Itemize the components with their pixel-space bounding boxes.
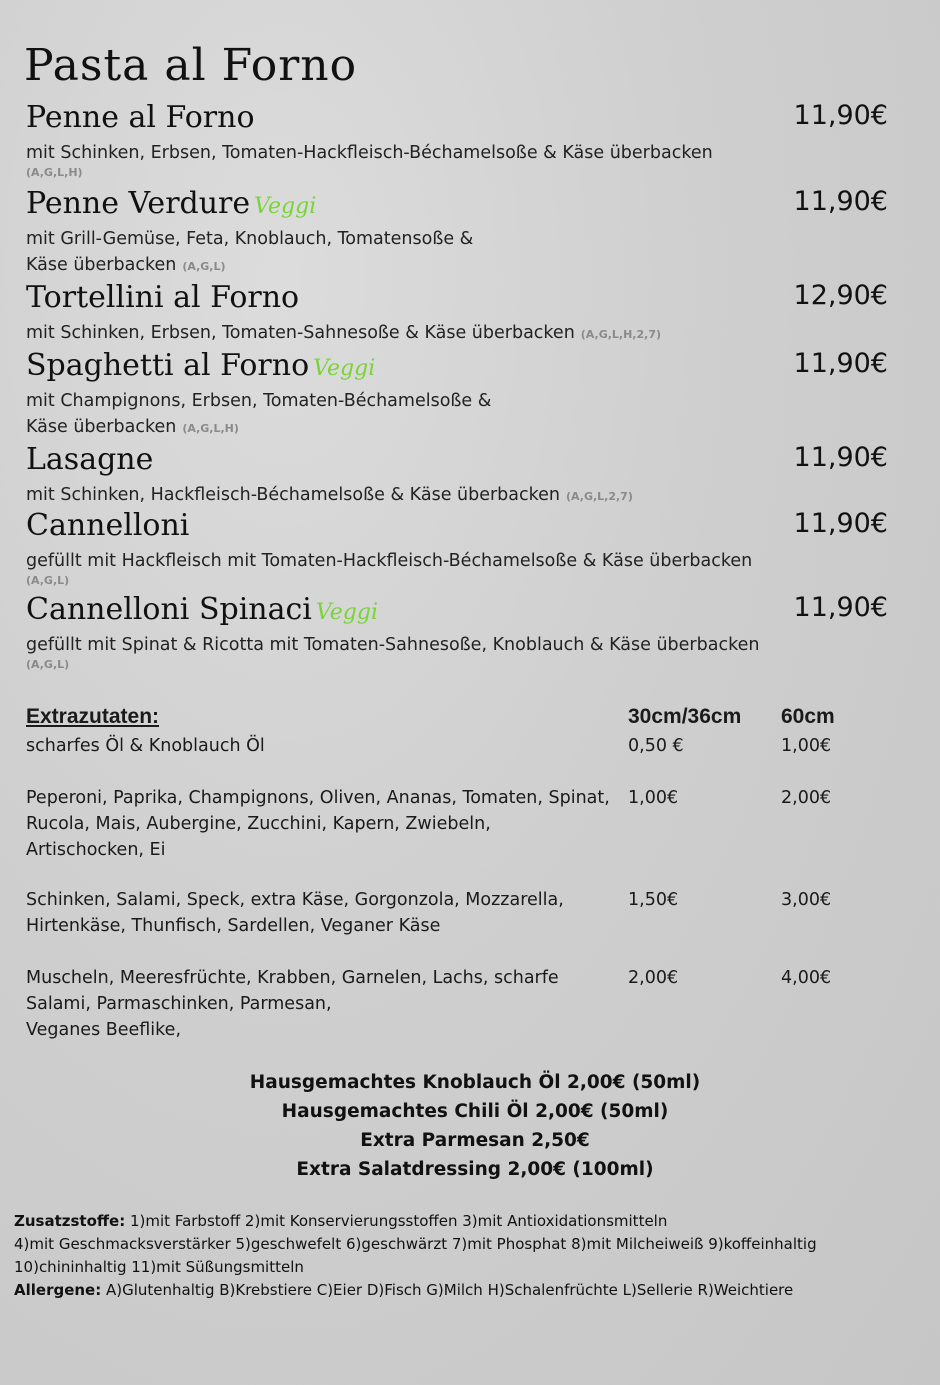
allergen-codes: (A,G,L,2,7): [566, 490, 633, 503]
menu-item-header: [26, 280, 888, 320]
menu-item-name-text: Spaghetti al Forno: [26, 348, 310, 383]
description-text: mit Champignons, Erbsen, Tomaten-Béchamelsoße &: [26, 391, 492, 411]
menu-item: [26, 280, 888, 348]
menu-item-price: 12,90€: [793, 280, 888, 311]
extras-price-small: 2,00€: [628, 968, 679, 988]
menu-item-header: [26, 442, 888, 482]
menu-item-name: [26, 348, 375, 383]
legal-footer: [14, 1210, 924, 1302]
menu-item-name: Lasagne: [26, 442, 154, 477]
menu-item-price: 11,90€: [793, 348, 888, 379]
extras-title: Extrazutaten:: [26, 705, 160, 728]
allergens-line: [14, 1279, 924, 1302]
menu-item-name: Cannelloni: [26, 508, 190, 543]
extras-row-line: Artischocken, Ei: [26, 840, 166, 860]
menu-item-name: Tortellini al Forno: [26, 280, 300, 315]
menu-item-name: Penne al Forno: [26, 100, 255, 135]
menu-item-description: [26, 388, 888, 414]
menu-item-description: [26, 320, 888, 348]
extras-price-small: 1,00€: [628, 788, 679, 808]
extras-price-large: 1,00€: [781, 736, 832, 756]
menu-item-description: [26, 226, 888, 252]
special-item: Extra Salatdressing 2,00€ (100ml): [296, 1159, 654, 1180]
veggi-badge: Veggi: [254, 194, 317, 219]
menu-item-name-text: Penne Verdure: [26, 186, 251, 221]
extras-row-description: [26, 785, 616, 863]
allergen-codes: (A,G,L,H): [26, 166, 83, 179]
description-text: Käse überbacken: [26, 417, 177, 437]
allergens-text: A)Glutenhaltig B)Krebstiere C)Eier D)Fisch G)Milch H)Schalenfrüchte L)Sellerie R)Weichtiere: [101, 1281, 794, 1299]
menu-item: [26, 186, 888, 280]
menu-item-header: [26, 348, 888, 388]
menu-item-header: [26, 508, 888, 548]
extras-price-small: 1,50€: [628, 890, 679, 910]
description-text: mit Grill-Gemüse, Feta, Knoblauch, Tomatensoße &: [26, 229, 474, 249]
extras-row-line: Salami, Parmaschinken, Parmesan,: [26, 994, 332, 1014]
description-text: mit Schinken, Hackfleisch-Béchamelsoße & Käse überbacken: [26, 485, 561, 505]
menu-item-description: [26, 482, 888, 510]
additives-line: 4)mit Geschmacksverstärker 5)geschwefelt 6)geschwärzt 7)mit Phosphat 8)mit Milcheiweiß 9)koffeinhaltig: [14, 1235, 817, 1253]
extras-price-small: 0,50 €: [628, 736, 684, 756]
extras-row-line: Peperoni, Paprika, Champignons, Oliven, Ananas, Tomaten, Spinat,: [26, 788, 610, 808]
description-text: mit Schinken, Erbsen, Tomaten-Sahnesoße & Käse überbacken: [26, 323, 575, 343]
menu-item-header: [26, 592, 888, 632]
extras-row-description: [26, 733, 616, 759]
extras-col-small: 30cm/36cm: [628, 705, 742, 728]
specials: [0, 1068, 940, 1184]
allergen-codes: (A,G,L): [182, 260, 226, 273]
menu-item-name: [26, 186, 316, 221]
veggi-badge: Veggi: [313, 356, 376, 381]
menu-item-header: [26, 100, 888, 140]
extras-row-description: [26, 965, 616, 1043]
allergens-label: Allergene:: [14, 1281, 102, 1299]
extras-price-large: 4,00€: [781, 968, 832, 988]
allergen-codes: (A,G,L,H): [182, 422, 239, 435]
extras-price-large: 3,00€: [781, 890, 832, 910]
extras-row-line: scharfes Öl & Knoblauch Öl: [26, 736, 265, 756]
extras-row-line: Muscheln, Meeresfrüchte, Krabben, Garnelen, Lachs, scharfe: [26, 968, 559, 988]
description-text: mit Schinken, Erbsen, Tomaten-Hackfleisch-Béchamelsoße & Käse überbacken: [26, 143, 713, 163]
extras-col-large: 60cm: [781, 705, 835, 728]
additives-label: Zusatzstoffe:: [14, 1212, 126, 1230]
special-item: Hausgemachtes Knoblauch Öl 2,00€ (50ml): [249, 1072, 701, 1093]
extras-row-line: Veganes Beeflike,: [26, 1020, 182, 1040]
special-item: Hausgemachtes Chili Öl 2,00€ (50ml): [281, 1101, 669, 1122]
menu-item-description: [26, 252, 888, 280]
menu-item-description: [26, 140, 888, 166]
additives-text: 1)mit Farbstoff 2)mit Konservierungsstoffen 3)mit Antioxidationsmitteln: [125, 1212, 668, 1230]
menu-item: [26, 100, 888, 180]
menu-item-name: [26, 592, 378, 627]
menu-item-description: [26, 632, 888, 658]
menu-item: [26, 592, 888, 672]
menu-item-description: [26, 414, 888, 442]
extras-price-large: 2,00€: [781, 788, 832, 808]
menu-item: [26, 348, 888, 442]
extras-row-line: Rucola, Mais, Aubergine, Zucchini, Kapern, Zwiebeln,: [26, 814, 491, 834]
allergen-codes: (A,G,L,H,2,7): [580, 328, 661, 341]
description-text: gefüllt mit Spinat & Ricotta mit Tomaten-Sahnesoße, Knoblauch & Käse überbacken: [26, 635, 760, 655]
extras-section: [26, 705, 906, 1040]
description-text: Käse überbacken: [26, 255, 177, 275]
menu-item-description: [26, 548, 888, 574]
extras-header: [26, 705, 906, 733]
page-title: Pasta al Forno: [24, 40, 358, 91]
menu-item-price: 11,90€: [793, 592, 888, 623]
special-item: Extra Parmesan 2,50€: [360, 1130, 590, 1151]
extras-row-line: Hirtenkäse, Thunfisch, Sardellen, Veganer Käse: [26, 916, 441, 936]
additives-line: 10)chininhaltig 11)mit Süßungsmitteln: [14, 1258, 304, 1276]
menu-item-price: 11,90€: [793, 100, 888, 131]
description-text: gefüllt mit Hackfleisch mit Tomaten-Hackfleisch-Béchamelsoße & Käse überbacken: [26, 551, 753, 571]
allergen-codes: (A,G,L): [26, 574, 70, 587]
menu-item-price: 11,90€: [793, 442, 888, 473]
additives-line: [14, 1210, 924, 1233]
menu-item-price: 11,90€: [793, 186, 888, 217]
veggi-badge: Veggi: [315, 600, 378, 625]
menu-item: [26, 442, 888, 510]
menu-item-header: [26, 186, 888, 226]
menu-item: [26, 508, 888, 588]
menu-item-price: 11,90€: [793, 508, 888, 539]
extras-row-line: Schinken, Salami, Speck, extra Käse, Gorgonzola, Mozzarella,: [26, 890, 564, 910]
menu-item-name-text: Cannelloni Spinaci: [26, 592, 312, 627]
extras-row-description: [26, 887, 616, 939]
allergen-codes: (A,G,L): [26, 658, 70, 671]
